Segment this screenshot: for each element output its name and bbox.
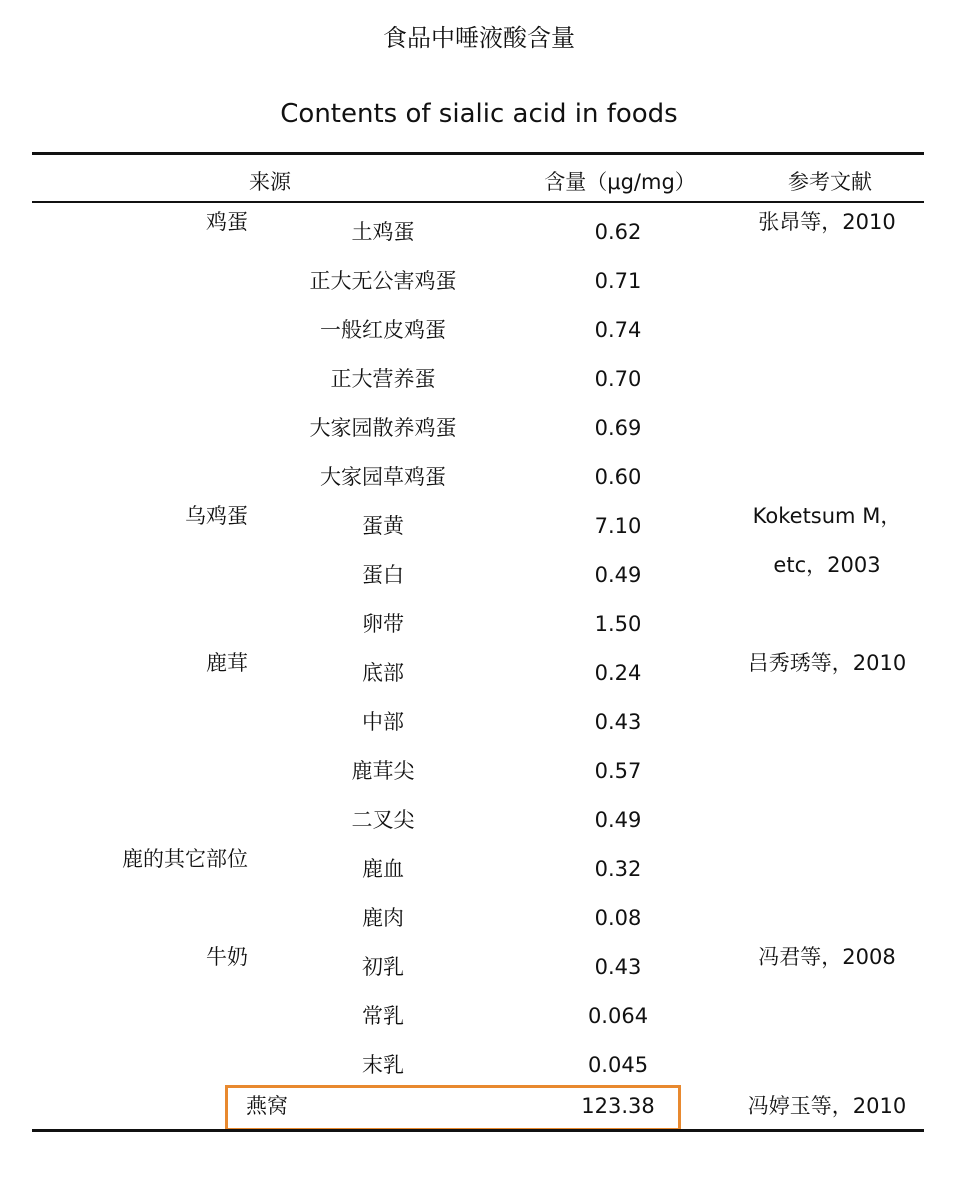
row-reference: 张昂等，2010 [758, 210, 896, 234]
table-bottom-rule [32, 1129, 924, 1132]
row-item: 蛋白 [362, 563, 404, 587]
table-row [0, 452, 976, 501]
row-category: 牛奶 [206, 945, 248, 969]
row-item: 常乳 [362, 1004, 404, 1028]
row-value: 0.49 [594, 808, 642, 832]
row-item: 大家园草鸡蛋 [320, 465, 446, 489]
row-item: 中部 [362, 710, 404, 734]
title-chinese: 食品中唾液酸含量 [383, 24, 575, 52]
row-item: 鹿茸尖 [351, 759, 415, 783]
row-item: 二叉尖 [351, 808, 415, 832]
row-value: 7.10 [594, 514, 642, 538]
table-row [0, 697, 976, 746]
row-value: 1.50 [594, 612, 642, 636]
row-value: 0.70 [594, 367, 642, 391]
row-value: 0.045 [587, 1053, 649, 1077]
row-item: 初乳 [362, 955, 404, 979]
row-item: 正大营养蛋 [330, 367, 436, 391]
row-value: 0.71 [594, 269, 642, 293]
row-item: 大家园散养鸡蛋 [309, 416, 457, 440]
table-top-rule [32, 152, 924, 155]
table-row [0, 844, 976, 893]
row-category: 鹿的其它部位 [122, 847, 248, 871]
table-row [0, 893, 976, 942]
row-reference: 冯君等，2008 [758, 945, 896, 969]
table-row [0, 305, 976, 354]
table-row [0, 207, 976, 256]
row-item: 鹿肉 [362, 906, 404, 930]
table-row [0, 942, 976, 991]
row-item: 正大无公害鸡蛋 [309, 269, 457, 293]
row-value: 0.08 [594, 906, 642, 930]
header-content: 含量（μg/mg） [544, 170, 696, 194]
row-item: 卵带 [362, 612, 404, 636]
row-category: 乌鸡蛋 [185, 504, 248, 528]
highlight-reference: 冯婷玉等，2010 [747, 1094, 907, 1118]
row-item: 蛋黄 [362, 514, 404, 538]
table-row [0, 991, 976, 1040]
row-value: 0.49 [594, 563, 642, 587]
row-value: 0.62 [594, 220, 642, 244]
row-reference: etc，2003 [773, 553, 881, 577]
table-row [0, 746, 976, 795]
row-reference: Koketsum M， [752, 504, 902, 528]
row-item: 土鸡蛋 [351, 220, 415, 244]
row-reference: 吕秀琇等，2010 [747, 651, 907, 675]
table-row [0, 795, 976, 844]
header-source: 来源 [249, 170, 291, 194]
table-row [0, 1040, 976, 1089]
table-row [0, 256, 976, 305]
row-value: 0.064 [587, 1004, 649, 1028]
row-value: 0.43 [594, 710, 642, 734]
row-category: 鹿茸 [206, 651, 248, 675]
row-item: 末乳 [362, 1053, 404, 1077]
table-row [0, 648, 976, 697]
row-value: 0.24 [594, 661, 642, 685]
highlight-item: 燕窝 [246, 1094, 288, 1118]
table-row [0, 550, 976, 599]
row-value: 0.57 [594, 759, 642, 783]
header-reference: 参考文献 [788, 170, 872, 194]
highlight-value: 123.38 [581, 1094, 655, 1118]
table-row [0, 501, 976, 550]
row-category: 鸡蛋 [206, 210, 248, 234]
row-value: 0.43 [594, 955, 642, 979]
row-item: 一般红皮鸡蛋 [320, 318, 446, 342]
title-english: Contents of sialic acid in foods [280, 99, 678, 129]
table-row [0, 599, 976, 648]
row-value: 0.69 [594, 416, 642, 440]
table-row [0, 403, 976, 452]
row-item: 底部 [362, 661, 404, 685]
table-row [0, 354, 976, 403]
row-value: 0.60 [594, 465, 642, 489]
table-header-rule [32, 201, 924, 203]
row-value: 0.74 [594, 318, 642, 342]
row-value: 0.32 [594, 857, 642, 881]
row-item: 鹿血 [362, 857, 404, 881]
